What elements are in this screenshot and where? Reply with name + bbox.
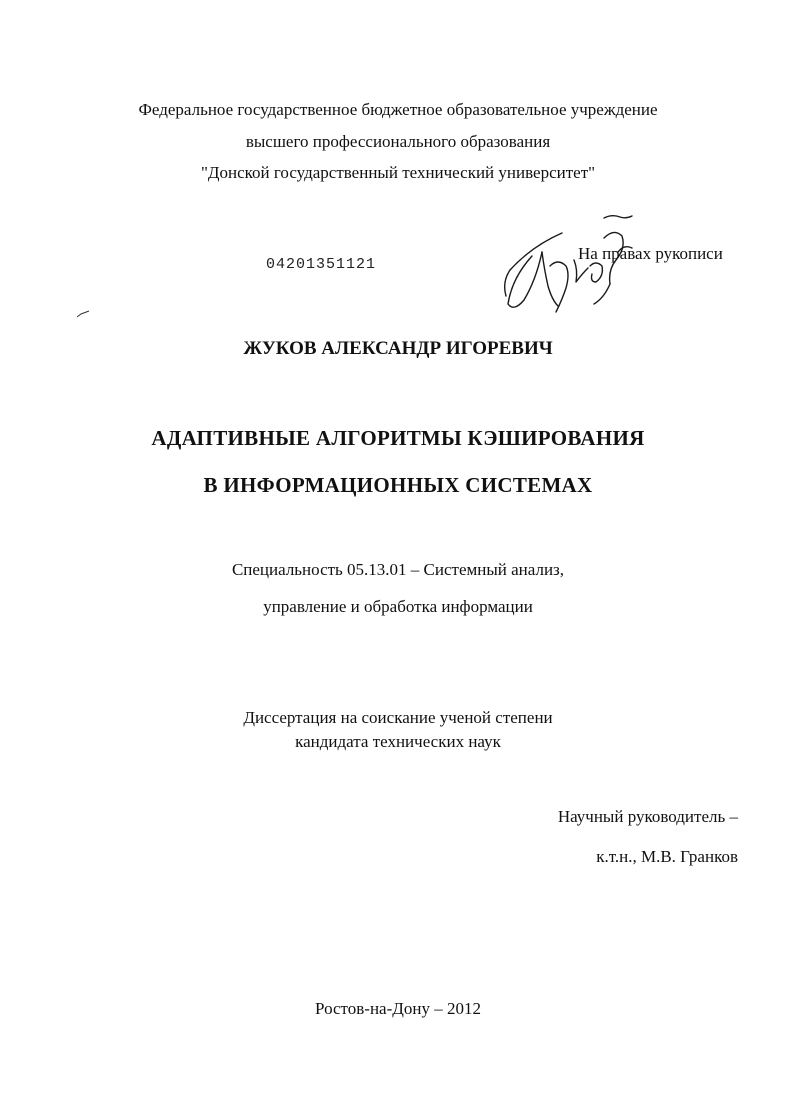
specialty-line-2: управление и обработка информации [263, 597, 533, 616]
institution-line-1: Федеральное государственное бюджетное образовательное учреждение [138, 100, 658, 119]
author-name: ЖУКОВ АЛЕКСАНДР ИГОРЕВИЧ [243, 338, 553, 359]
institution-line-2: высшего профессионального образования [245, 132, 551, 151]
rights-note: На правах рукописи [578, 244, 723, 263]
specialty-line-1: Специальность 05.13.01 – Системный анализ, [231, 560, 565, 579]
supervisor-label: Научный руководитель – [557, 807, 738, 826]
dissertation-title-line-2: В ИНФОРМАЦИОННЫХ СИСТЕМАХ [203, 473, 593, 497]
catalog-number: 04201351121 [266, 256, 377, 273]
institution-line-3: "Донской государственный технический университет" [200, 163, 596, 182]
city-year: Ростов-на-Дону – 2012 [315, 999, 481, 1018]
dissertation-title-line-1: АДАПТИВНЫЕ АЛГОРИТМЫ КЭШИРОВАНИЯ [151, 426, 645, 450]
degree-line-2: кандидата технических наук [295, 732, 501, 751]
supervisor-name: к.т.н., М.В. Гранков [596, 847, 738, 866]
scan-mark-icon [76, 310, 90, 318]
degree-line-1: Диссертация на соискание ученой степени [243, 708, 553, 727]
